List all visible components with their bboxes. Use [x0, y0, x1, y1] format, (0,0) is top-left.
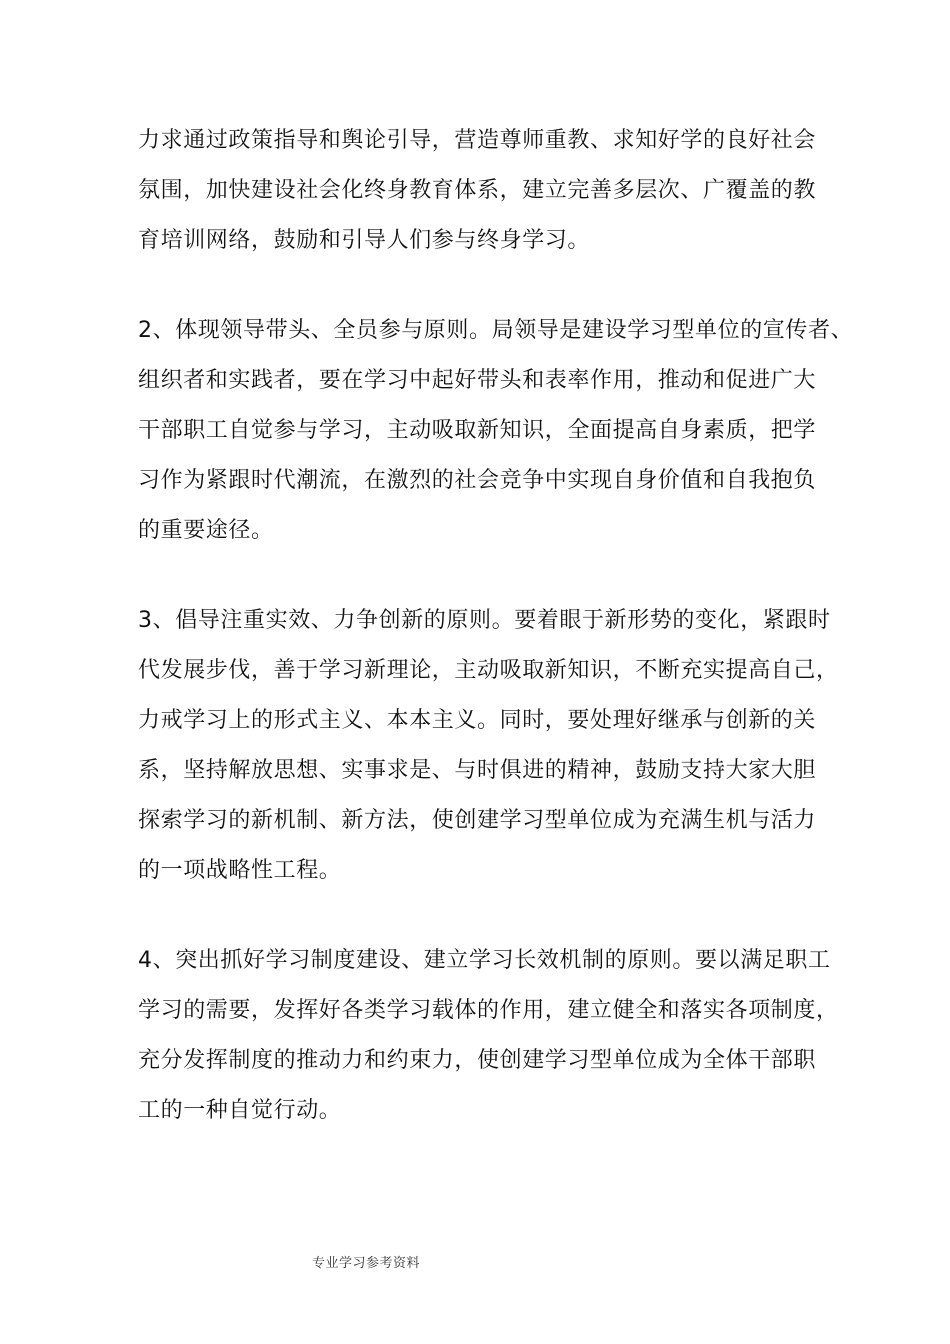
paragraph-line: 的重要途径。	[138, 518, 274, 543]
paragraph-line: 氛围，加快建设社会化终身教育体系，建立完善多层次、广覆盖的教	[138, 178, 817, 203]
paragraph-line: 的一项战略性工程。	[138, 858, 342, 883]
paragraph-line: 系，坚持解放思想、实事求是、与时俱进的精神，鼓励支持大家大胆	[138, 758, 817, 783]
paragraph-line: 工的一种自觉行动。	[138, 1098, 342, 1123]
paragraph-line: 探索学习的新机制、新方法，使创建学习型单位成为充满生机与活力	[138, 808, 817, 833]
paragraph-line: 力求通过政策指导和舆论引导，营造尊师重教、求知好学的良好社会	[138, 128, 817, 153]
paragraph-line: 育培训网络，鼓励和引导人们参与终身学习。	[138, 228, 591, 253]
paragraph-line: 4、突出抓好学习制度建设、建立学习长效机制的原则。要以满足职工	[138, 948, 831, 973]
paragraph-line: 组织者和实践者，要在学习中起好带头和表率作用，推动和促进广大	[138, 368, 817, 393]
paragraph-line: 干部职工自觉参与学习，主动吸取新知识，全面提高自身素质，把学	[138, 418, 817, 443]
page-footer: 专业学习参考资料	[312, 1256, 421, 1271]
paragraph-line: 力戒学习上的形式主义、本本主义。同时，要处理好继承与创新的关	[138, 708, 817, 733]
paragraph-line: 习作为紧跟时代潮流，在激烈的社会竞争中实现自身价值和自我抱负	[138, 468, 817, 493]
paragraph-line: 2、体现领导带头、全员参与原则。局领导是建设学习型单位的宣传者、	[138, 318, 854, 343]
paragraph-line: 代发展步伐，善于学习新理论，主动吸取新知识，不断充实提高自己，	[138, 658, 839, 683]
paragraph-line: 充分发挥制度的推动力和约束力，使创建学习型单位成为全体干部职	[138, 1048, 817, 1073]
paragraph-line: 学习的需要，发挥好各类学习载体的作用，建立健全和落实各项制度，	[138, 998, 839, 1023]
paragraph-line: 3、倡导注重实效、力争创新的原则。要着眼于新形势的变化，紧跟时	[138, 608, 831, 633]
